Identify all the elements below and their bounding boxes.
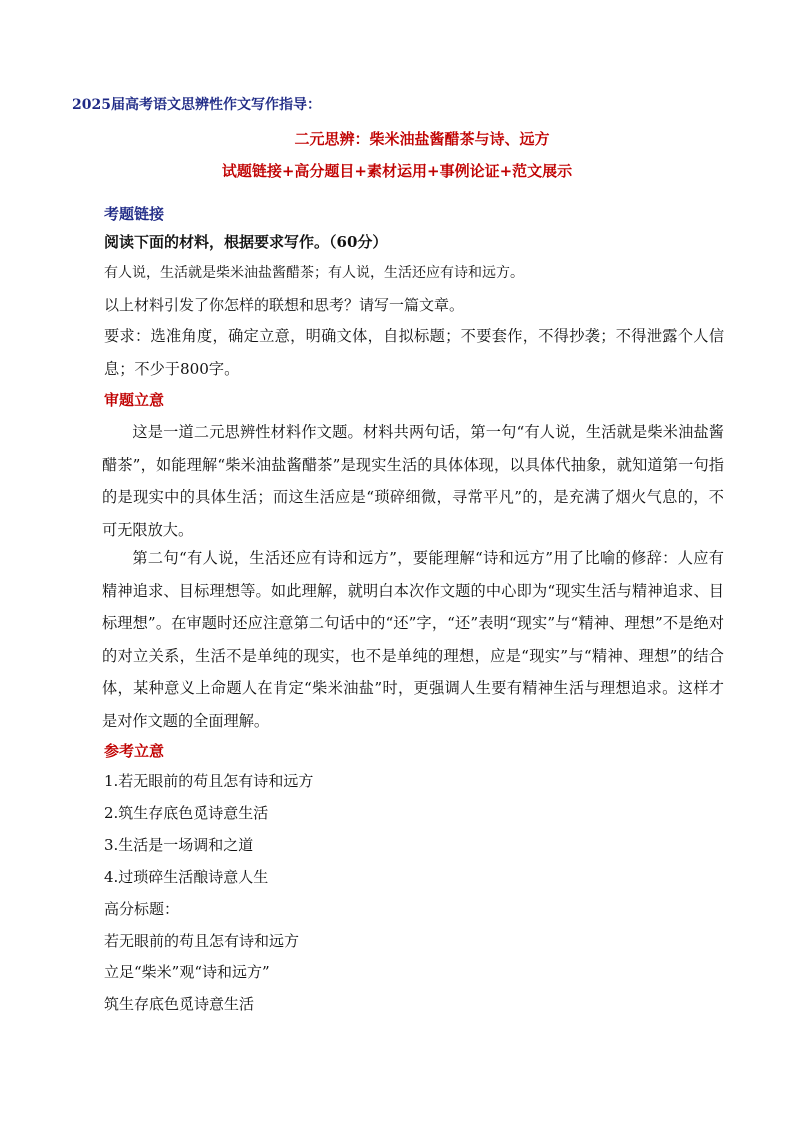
analysis-paragraph-2: 第二句“有人说，生活还应有诗和远方”，要能理解“诗和远方”用了比喻的修辞：人应有精神追求、目标理想等。如此理解，就明白本次作文题的中心即为“现实生活与精神追求、目标理想”。在审题时还应注意第二句话中的“还”字，“还”表明“现实”与“精神、理想”不是绝对的对立关系，生活不是单纯的现实，也不是单纯的理想，应是“现实”与“精神、理想”的结合体，某种意义上命题人在肯定“柴米油盐”时，更强调人生要有精神生活与理想追求。这样才是对作文题的全面理解。 — [102, 549, 724, 730]
topic-subtitle: 二元思辨：柴米油盐酱醋茶与诗、远方 — [294, 130, 550, 148]
reference-item: 2.筑生存底色觅诗意生活 — [104, 804, 269, 822]
document-title: 2025届高考语文思辨性作文写作指导： — [72, 97, 321, 113]
high-score-title: 若无眼前的苟且怎有诗和远方 — [104, 932, 300, 950]
high-score-title: 筑生存底色觅诗意生活 — [104, 995, 255, 1013]
exam-prompt: 以上材料引发了你怎样的联想和思考？请写一篇文章。 — [104, 296, 465, 314]
contents-subtitle: 试题链接+高分题目+素材运用+事例论证+范文展示 — [221, 162, 573, 180]
section-heading-exam-link: 考题链接 — [104, 205, 165, 223]
exam-requirements: 要求：选准角度，确定立意，明确文体，自拟标题；不要套作，不得抄袭；不得泄露个人信息；不少于800字。 — [104, 327, 724, 378]
section-heading-reference: 参考立意 — [104, 742, 165, 760]
section-heading-analysis: 审题立意 — [104, 391, 165, 409]
high-score-title: 立足“柴米”观“诗和远方” — [104, 963, 270, 981]
high-score-label: 高分标题： — [104, 900, 180, 918]
exam-material: 有人说，生活就是柴米油盐酱醋茶；有人说，生活还应有诗和远方。 — [104, 265, 524, 281]
analysis-paragraph-1: 这是一道二元思辨性材料作文题。材料共两句话，第一句“有人说，生活就是柴米油盐酱醋茶”，如能理解“柴米油盐酱醋茶”是现实生活的具体体现，以具体代抽象，就知道第一句指的是现实中的具体生活；而这生活应是“琐碎细微，寻常平凡”的，是充满了烟火气息的，不可无限放大。 — [102, 423, 724, 539]
reference-item: 1.若无眼前的苟且怎有诗和远方 — [104, 772, 314, 790]
reference-item: 3.生活是一场调和之道 — [104, 836, 254, 854]
exam-instruction: 阅读下面的材料，根据要求写作。（60分） — [104, 233, 388, 251]
reference-item: 4.过琐碎生活酿诗意人生 — [104, 868, 269, 886]
